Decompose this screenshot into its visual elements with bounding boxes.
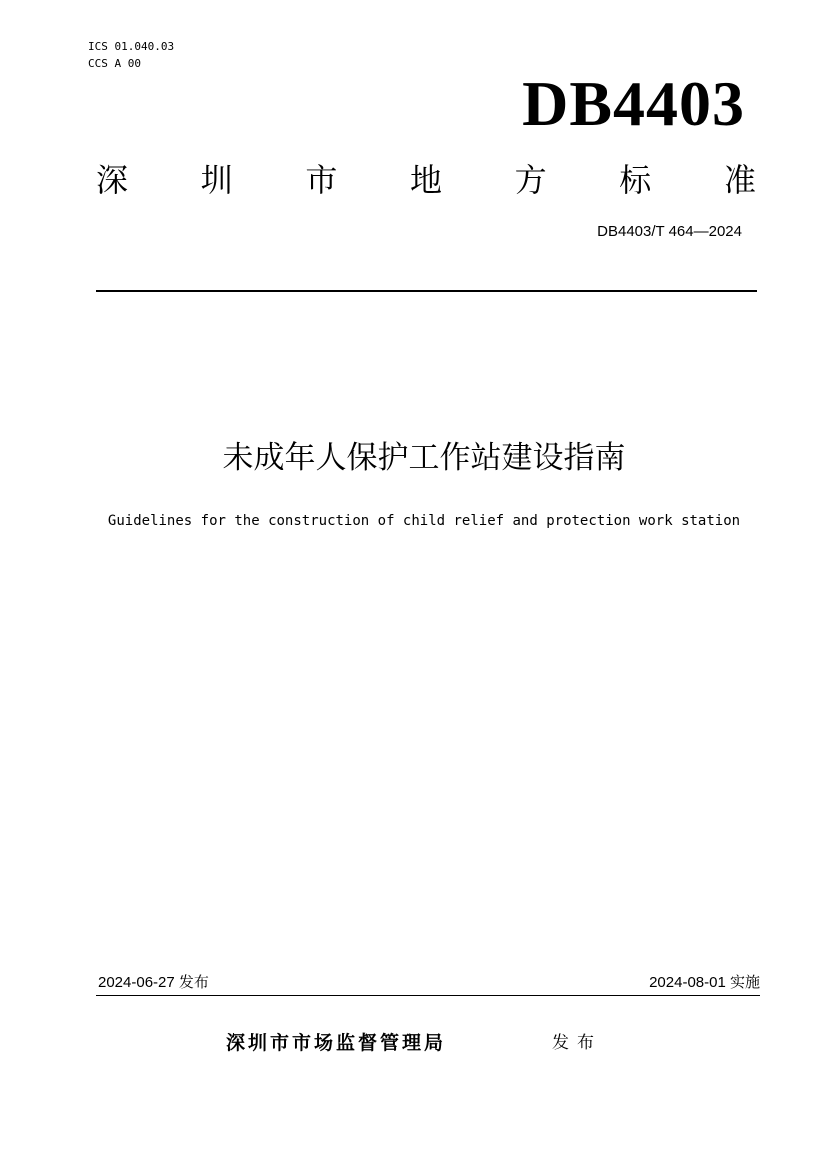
top-divider	[96, 290, 757, 292]
classification-codes	[88, 38, 174, 72]
standard-type-char: 地	[409, 161, 442, 199]
document-title-english: Guidelines for the construction of child relief and protection work station	[107, 513, 741, 529]
standard-number: DB4403/T 464—2024	[597, 223, 742, 240]
standard-type-char: 圳	[200, 161, 233, 199]
document-title-chinese: 未成年人保护工作站建设指南	[222, 440, 626, 476]
bottom-divider	[96, 995, 760, 996]
publish-label: 发布	[552, 1033, 602, 1053]
standard-type-char: 标	[619, 161, 652, 199]
ccs-code: CCS A 00	[88, 57, 141, 70]
implementation-date: 2024-08-01 实施	[649, 974, 760, 991]
issue-date: 2024-06-27 发布	[98, 974, 209, 991]
standard-type-char: 方	[514, 161, 547, 199]
standard-type	[96, 158, 756, 202]
ics-code: ICS 01.040.03	[88, 40, 175, 53]
standard-type-char: 市	[305, 161, 338, 199]
standard-type-char: 深	[96, 161, 129, 199]
publisher-name: 深圳市市场监督管理局	[226, 1032, 447, 1054]
standard-type-char: 准	[723, 161, 756, 199]
standard-code: DB4403	[522, 68, 745, 139]
